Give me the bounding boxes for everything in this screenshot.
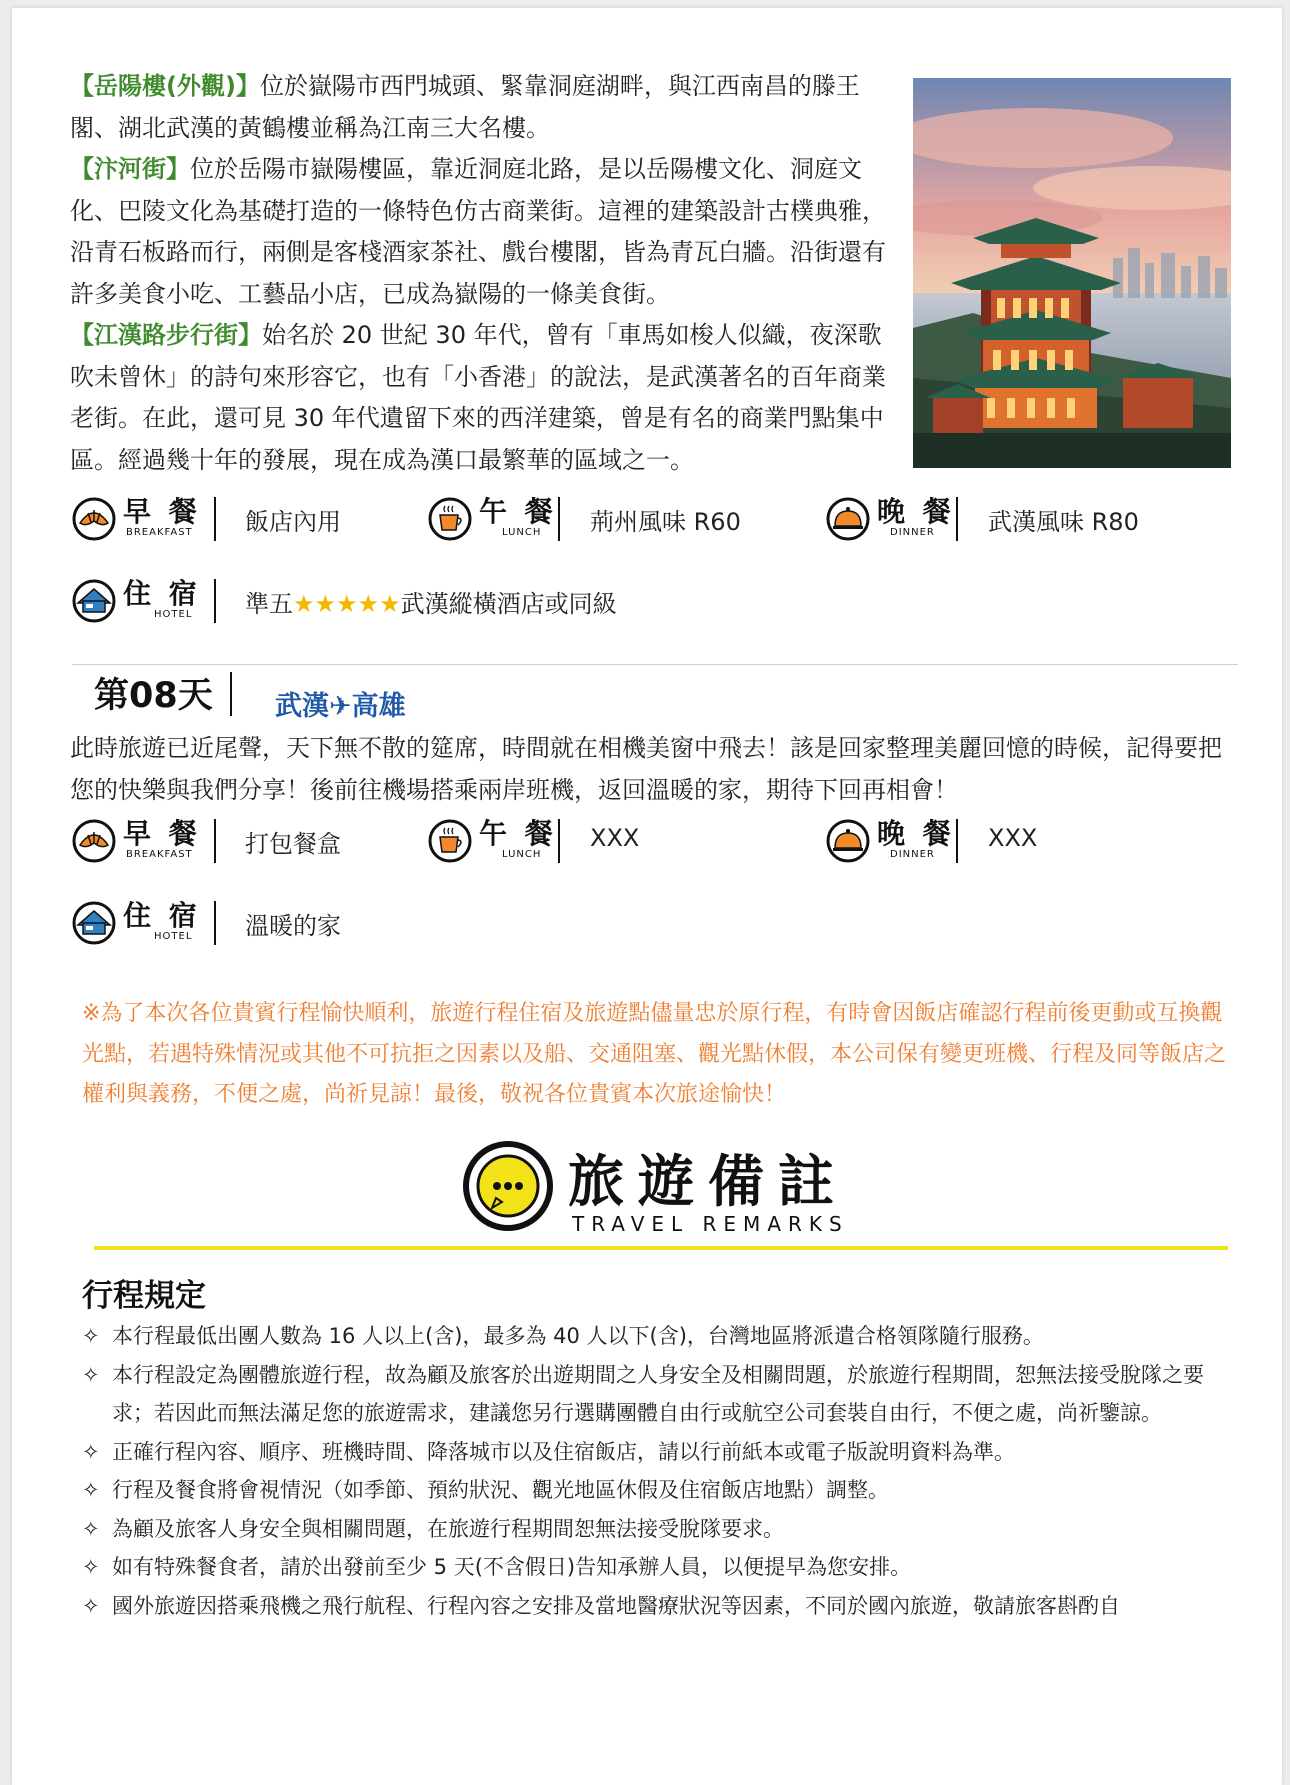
attraction-jianghan-road (70, 315, 905, 481)
breakfast-title: 早 餐 (123, 495, 201, 528)
lunch-value: XXX (590, 824, 640, 852)
lunch-meal (428, 814, 758, 864)
lunch-meal (428, 492, 758, 542)
sparkle-bullet-icon: ✧ (82, 1362, 100, 1387)
rules-list (82, 1317, 1242, 1625)
airplane-icon: ✈ (329, 691, 352, 722)
day-route (275, 684, 406, 723)
list-item (82, 1548, 1242, 1587)
dinner-value: XXX (988, 824, 1038, 852)
route-to: 高雄 (351, 691, 406, 722)
rule-text: 正確行程內容、順序、班機時間、降落城市以及住宿飯店，請以行前紙本或電子版說明資料為準。 (112, 1439, 1015, 1464)
sparkle-bullet-icon: ✧ (82, 1555, 100, 1579)
itinerary-page (12, 8, 1282, 1785)
star-rating-icon: ★★★★★ (293, 590, 401, 618)
lunch-title: 午 餐 (479, 495, 557, 528)
croissant-icon (72, 497, 116, 541)
rule-text: 如有特殊餐食者，請於出發前至少 5 天(不含假日)告知承辦人員，以便提早為您安排。 (112, 1555, 912, 1579)
rule-text: 本行程最低出團人數為 16 人以上(含)，最多為 40 人以下(含)，台灣地區將派遣合格領隊隨行服務。 (112, 1324, 1044, 1348)
list-item (82, 1471, 1242, 1510)
rule-text: 行程及餐食將會視情況（如季節、預約狀況、觀光地區休假及住宿飯店地點）調整。 (112, 1478, 889, 1502)
hotel-title: 住 宿 (123, 577, 201, 610)
remarks-subtitle: TRAVEL REMARKS (572, 1212, 849, 1236)
lunch-title: 午 餐 (479, 817, 557, 850)
divider-bar (558, 497, 560, 541)
divider-bar (956, 819, 958, 863)
divider-bar (214, 497, 216, 541)
day-label: 第08天 (94, 676, 213, 716)
list-item (82, 1317, 1242, 1356)
sparkle-bullet-icon: ✧ (82, 1324, 100, 1348)
breakfast-meal (72, 814, 402, 864)
dinner-title: 晚 餐 (877, 495, 955, 528)
attraction-text: 位於岳陽市嶽陽樓區，靠近洞庭北路，是以岳陽樓文化、洞庭文化、巴陵文化為基礎打造的一條特色仿古商業街。這裡的建築設計古樸典雅，沿青石板路而行，兩側是客棧酒家茶社、戲台樓閣，皆為青瓦白牆。沿街還有許多美食小吃、工藝品小店，已成為嶽陽的一條美食街。 (70, 155, 886, 308)
rule-text: 本行程設定為團體旅遊行程，故為顧及旅客於出遊期間之人身安全及相關問題，於旅遊行程期間，恕無法接受脫隊之要求；若因此而無法滿足您的旅遊需求，建議您另行選購團體自由行或航空公司套裝自由行，不便之處，尚祈鑒諒。 (112, 1362, 1204, 1425)
divider-bar (230, 672, 232, 716)
day7-hotel-row (72, 574, 1232, 624)
attraction-text: 位於嶽陽市西門城頭、緊靠洞庭湖畔，與江西南昌的滕王閣、湖北武漢的黃鶴樓並稱為江南三大名樓。 (70, 72, 860, 142)
divider-bar (214, 579, 216, 623)
attraction-bianhe-street (70, 149, 905, 315)
breakfast-meal (72, 492, 402, 542)
attraction-label: 【江漢路步行街】 (70, 321, 262, 349)
dinner-subtitle: DINNER (890, 849, 935, 860)
day-description: 此時旅遊已近尾聲，天下無不散的筵席，時間就在相機美窗中飛去！該是回家整理美麗回憶的時候，記得要把您的快樂與我們分享！後前往機場搭乘兩岸班機，返回溫暖的家，期待下回再相會！ (70, 734, 1222, 804)
coffee-cup-icon (428, 497, 472, 541)
lunch-subtitle: LUNCH (502, 849, 542, 860)
divider-bar (214, 901, 216, 945)
rules-title: 行程規定 (82, 1278, 206, 1314)
hotel-subtitle: HOTEL (154, 931, 193, 942)
hotel-name: 武漢縱橫酒店或同級 (400, 590, 617, 618)
yueyang-tower-photo (913, 78, 1231, 468)
sparkle-bullet-icon: ✧ (82, 1516, 100, 1541)
dinner-value: 武漢風味 R80 (988, 508, 1139, 536)
route-from: 武漢 (275, 691, 329, 722)
bed-icon (72, 579, 116, 623)
list-item (82, 1587, 1242, 1626)
rule-text: 國外旅遊因搭乘飛機之飛行航程、行程內容之安排及當地醫療狀況等因素，不同於國內旅遊，敬請旅客斟酌自 (112, 1593, 1120, 1618)
lunch-subtitle: LUNCH (502, 527, 542, 538)
hotel-info (72, 896, 772, 946)
section-divider (72, 664, 1238, 665)
divider-bar (558, 819, 560, 863)
bed-icon (72, 901, 116, 945)
breakfast-value: 打包餐盒 (245, 830, 341, 858)
croissant-icon (72, 819, 116, 863)
sparkle-bullet-icon: ✧ (82, 1593, 100, 1618)
sparkle-bullet-icon: ✧ (82, 1478, 100, 1502)
chat-bubble-icon (462, 1140, 554, 1232)
dinner-meal (826, 814, 1186, 864)
cloche-icon (826, 497, 870, 541)
day8-meals-row (72, 814, 1232, 864)
tower-illustration (913, 78, 1231, 468)
cloche-icon (826, 819, 870, 863)
breakfast-title: 早 餐 (123, 817, 201, 850)
attraction-yueyang-tower (70, 66, 905, 149)
lunch-value: 荊州風味 R60 (590, 508, 741, 536)
hotel-value: 溫暖的家 (245, 912, 341, 940)
list-item (82, 1356, 1242, 1433)
hotel-value (245, 584, 617, 619)
rule-text: 為顧及旅客人身安全與相關問題，在旅遊行程期間恕無法接受脫隊要求。 (112, 1516, 784, 1541)
dinner-subtitle: DINNER (890, 527, 935, 538)
attraction-label: 【岳陽樓(外觀)】 (70, 72, 260, 100)
itinerary-notice: ※為了本次各位貴賓行程愉快順利，旅遊行程住宿及旅遊點儘量忠於原行程，有時會因飯店確認行程前後更動或互換觀光點，若遇特殊情況或其他不可抗拒之因素以及船、交通阻塞、觀光點休假，本公司保有變更班機、行程及同等飯店之權利與義務，不便之處，尚祈見諒！最後，敬祝各位貴賓本次旅途愉快！ (82, 1001, 1227, 1107)
dinner-title: 晚 餐 (877, 817, 955, 850)
day7-meals-row (72, 492, 1232, 542)
list-item (82, 1510, 1242, 1549)
attraction-text: 始名於 20 世紀 30 年代，曾有「車馬如梭人似織，夜深歌吹未曾休」的詩句來形容它，也有「小香港」的說法，是武漢著名的百年商業老街。在此，還可見 30 年代遺留下來的西洋建築，曾是有名的商業門點集中區。經過幾十年的發展，現在成為漢口最繁華的區域之一。 (70, 321, 886, 474)
breakfast-subtitle: BREAKFAST (126, 527, 193, 538)
divider-bar (956, 497, 958, 541)
remarks-title: 旅遊備註 (568, 1150, 848, 1215)
coffee-cup-icon (428, 819, 472, 863)
attraction-label: 【汴河街】 (70, 155, 190, 183)
hotel-subtitle: HOTEL (154, 609, 193, 620)
day8-hotel-row (72, 896, 1232, 946)
breakfast-subtitle: BREAKFAST (126, 849, 193, 860)
yellow-divider (94, 1246, 1228, 1250)
dinner-meal (826, 492, 1186, 542)
attraction-descriptions (70, 66, 905, 481)
divider-bar (214, 819, 216, 863)
list-item (82, 1433, 1242, 1472)
hotel-grade: 準五 (245, 590, 293, 618)
hotel-info (72, 574, 772, 624)
sparkle-bullet-icon: ✧ (82, 1439, 100, 1464)
hotel-title: 住 宿 (123, 899, 201, 932)
breakfast-value: 飯店內用 (245, 508, 341, 536)
